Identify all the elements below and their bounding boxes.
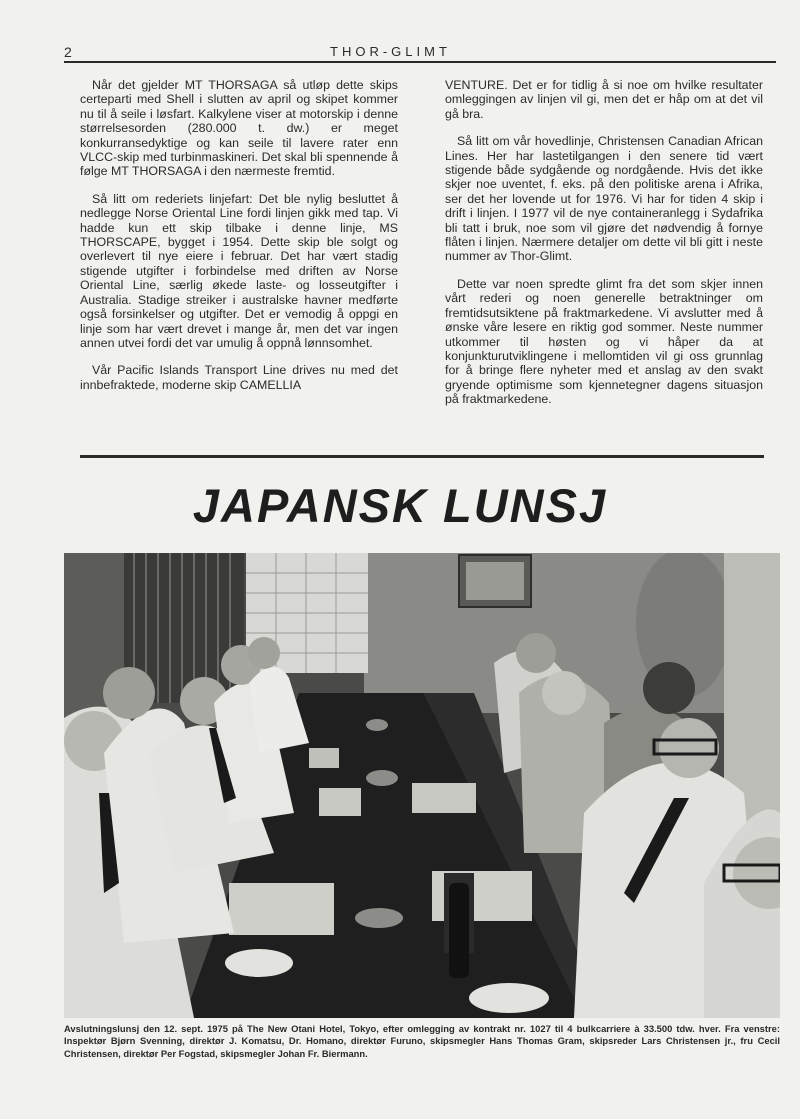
photograph-illustration [64, 553, 780, 1018]
feature-headline: JAPANSK LUNSJ [192, 479, 608, 532]
header-rule [64, 61, 776, 63]
paragraph: Når det gjelder MT THORSAGA så utløp dette skips certeparti med Shell i slutten av april og skipet kommer nu til å seile i løsfart. Kalkylene viser at motorskip i denne størrelsesorden (280.000 t. dw.) er meget konkurransedyktige og kan seile til lavere rater enn VLCC-skip med turbinmaskineri. Det skal bli spennende å følge MT THORSAGA i den nærmeste fremtid. [80, 78, 398, 179]
section-rule [80, 455, 764, 458]
photo-caption: Avslutningslunsj den 12. sept. 1975 på The New Otani Hotel, Tokyo, efter omlegging av kontrakt nr. 1027 til 4 bulkcarriere à 33.500 tdw. hver. Fra venstre: Inspektør Bjørn Svenning, direktør J. Komatsu, Dr. Homano, direktør Furuno, skipsmegler Hans Thomas Gram, skipsreder Lars Christensen jr., fru Cecil Christensen, direktør Per Fogstad, skipsmegler Johan Fr. Biermann. [64, 1023, 780, 1059]
paragraph: Så litt om rederiets linjefart: Det ble nylig besluttet å nedlegge Norse Oriental Line fordi linjen gikk med tap. Vi hadde kun ett skip tilbake i denne linje, MS THORSCAPE, bygget i 1954. Dette skip ble solgt og overlevert til nye eiere i februar. Det har vært stadig stigende utgifter i forbindelse med driften av Norse Oriental Line, særlig økede laste- og losseutgifter i Australia. Stadige streiker i australske havner medførte også forsinkelser og utgifter. Det er vemodig å oppgi en linje som har vært drevet i mange år, men det var ingen annen utvei fordi det var umulig å oppnå lønnsomhet. [80, 191, 398, 350]
page-number: 2 [64, 44, 73, 60]
paragraph: VENTURE. Det er for tidlig å si noe om hvilke resultater omleggingen av linjen vil gi, men det er håp om at det vil gå bra. [445, 78, 763, 121]
paragraph: Dette var noen spredte glimt fra det som skjer innen vårt rederi og noen generelle betraktninger om fremtidsutsiktene på fraktmarkedene. Vi avslutter med å ønske våre lesere en riktig god sommer. Neste nummer utkommer til høsten og vi håper da at konjunkturutviklingene i mellomtiden vil gi oss grunnlag for å bringe flere nyheter med et anslag av den svakt gryende optimisme som kjennetegner dagens situasjon på fraktmarkedene. [445, 276, 763, 407]
running-title: THOR-GLIMT [330, 44, 451, 59]
article-left-column [80, 78, 398, 405]
article-right-column [445, 78, 763, 420]
paragraph: Vår Pacific Islands Transport Line drives nu med det innbefraktede, moderne skip CAMELLIA [80, 363, 398, 392]
paragraph: Så litt om vår hovedlinje, Christensen Canadian African Lines. Her har lastetilgangen i den senere tid vært stigende både sydgående og nordgående. Hvis det ikke skjer noe uventet, f. eks. på den politiske arena i Afrika, ser det her lovende ut for 1976. Vi har for tiden 4 skip i drift i linjen. I 1977 vil de nye containeranlegg i Sydafrika bli tatt i bruk, noe som vil gjøre det nødvendig å fornye flåten i linjen. Nærmere detaljer om dette vil bli gitt i neste nummer av Thor-Glimt. [445, 134, 763, 264]
lunch-photograph [64, 553, 780, 1018]
